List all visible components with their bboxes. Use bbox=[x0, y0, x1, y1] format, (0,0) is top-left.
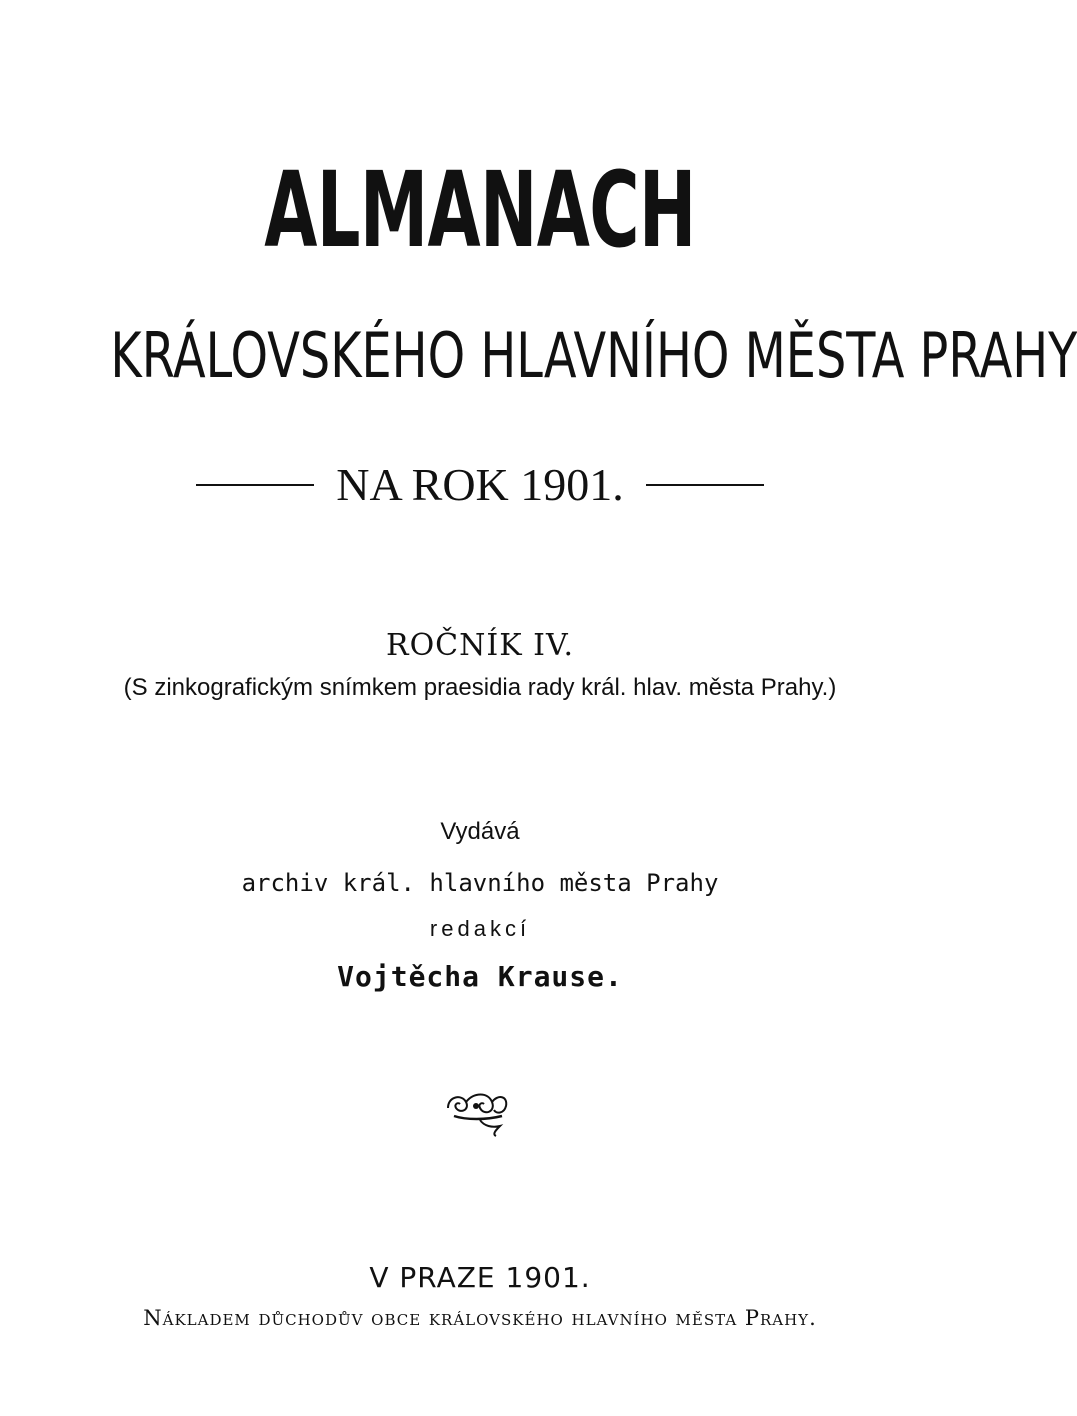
city-subtitle: KRÁLOVSKÉHO HLAVNÍHO MĚSTA PRAHY bbox=[110, 319, 1077, 392]
printer-ornament-icon bbox=[440, 1086, 520, 1138]
redakci-label: redakcí bbox=[429, 916, 531, 941]
place-year: V PRAZE 1901. bbox=[369, 1261, 591, 1294]
vydava-label: Vydává bbox=[440, 818, 520, 845]
editor-name: Vojtěcha Krause. bbox=[337, 960, 623, 993]
left-rule bbox=[196, 484, 314, 486]
right-rule bbox=[646, 484, 764, 486]
volume-note: (S zinkografickým snímkem praesidia rady král. hlav. města Prahy.) bbox=[123, 674, 837, 701]
almanach-title: ALMANACH bbox=[264, 149, 696, 271]
year-line: NA ROK 1901. bbox=[336, 459, 624, 510]
volume-label: ROČNÍK IV. bbox=[386, 628, 574, 663]
issuer-line: archiv král. hlavního města Prahy bbox=[241, 869, 719, 897]
publisher-line: Nákladem důchodův obce královského hlavního města Prahy. bbox=[143, 1306, 817, 1330]
year-row bbox=[0, 450, 960, 520]
